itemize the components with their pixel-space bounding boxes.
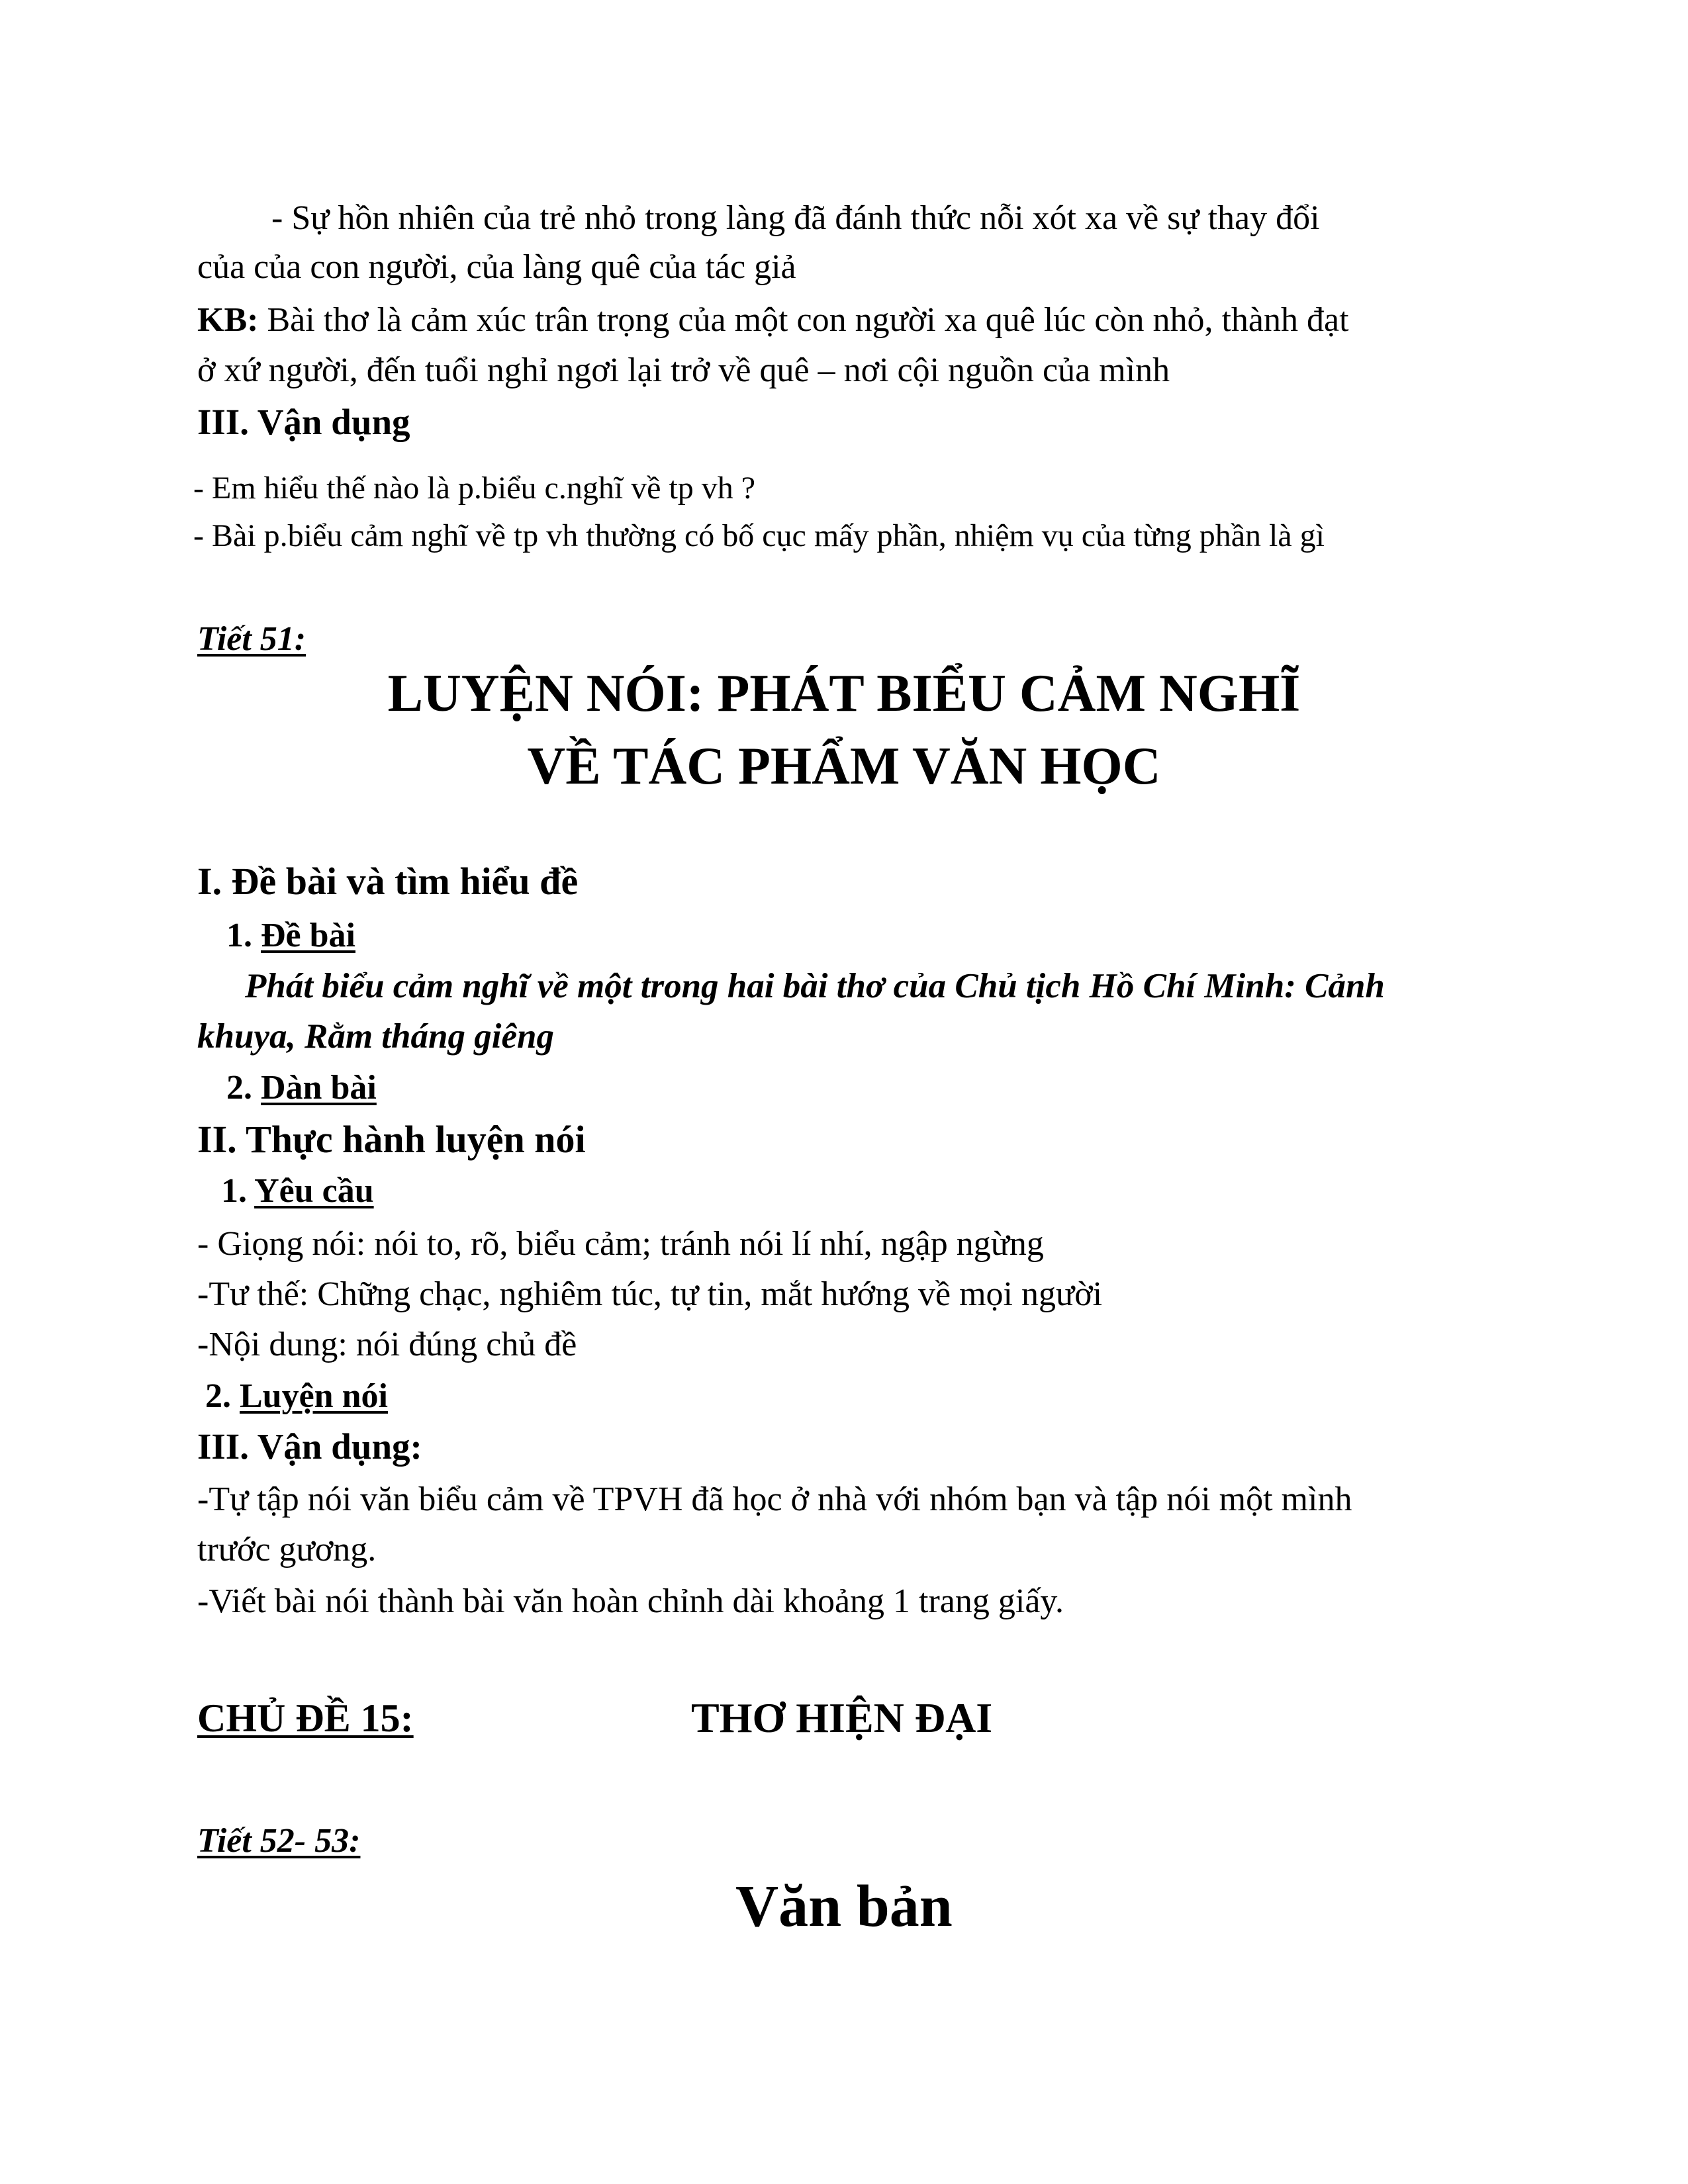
text-line: -Nội dung: nói đúng chủ đề: [197, 1326, 577, 1363]
text-line: trước gương.: [197, 1531, 377, 1569]
sub-item-label: Luyện nói: [240, 1377, 388, 1415]
lesson-label: Tiết 52- 53:: [197, 1822, 361, 1860]
text-line: -Tự tập nói văn biểu cảm về TPVH đã học ở nhà với nhóm bạn và tập nói một mình: [197, 1480, 1352, 1518]
sub-item: [221, 1170, 374, 1212]
prompt-line: khuya, Rằm tháng giêng: [197, 1017, 554, 1056]
kb-text: Bài thơ là cảm xúc trân trọng của một con người xa quê lúc còn nhỏ, thành đạt: [258, 301, 1349, 339]
text-line: - Giọng nói: nói to, rõ, biểu cảm; tránh nói lí nhí, ngập ngừng: [197, 1225, 1044, 1263]
question-line: - Bài p.biểu cảm nghĩ về tp vh thường có bố cục mấy phần, nhiệm vụ của từng phần là gì: [193, 518, 1325, 553]
section-heading: I. Đề bài và tìm hiểu đề: [197, 860, 579, 903]
sub-item: [226, 915, 355, 957]
text-line: của của con người, của làng quê của tác giả: [197, 248, 796, 286]
section-heading: II. Thực hành luyện nói: [197, 1118, 586, 1161]
sub-item-label: Dàn bài: [261, 1069, 377, 1107]
text-line: - Sự hồn nhiên của trẻ nhỏ trong làng đã đánh thức nỗi xót xa về sự thay đổi: [271, 199, 1320, 237]
sub-item-label: Yêu cầu: [254, 1172, 374, 1210]
sub-item: [205, 1375, 388, 1418]
kb-label: KB:: [197, 301, 259, 339]
sub-item-number: 1.: [221, 1172, 255, 1210]
text-line: ở xứ người, đến tuổi nghỉ ngơi lại trở về quê – nơi cội nguồn của mình: [197, 351, 1170, 389]
text-line: -Viết bài nói thành bài văn hoàn chỉnh dài khoảng 1 trang giấy.: [197, 1582, 1064, 1620]
sub-item-label: Đề bài: [261, 917, 355, 954]
text-line: -Tư thế: Chững chạc, nghiêm túc, tự tin, mắt hướng về mọi người: [197, 1275, 1103, 1313]
sub-item-number: 2.: [205, 1377, 240, 1415]
lesson-title-line-1: LUYỆN NÓI: PHÁT BIỂU CẢM NGHĨ: [387, 664, 1301, 723]
kb-paragraph: [197, 299, 1349, 341]
lesson-title-line-2: VỀ TÁC PHẨM VĂN HỌC: [527, 737, 1161, 796]
section-heading: III. Vận dụng:: [197, 1426, 422, 1467]
topic-title: THƠ HIỆN ĐẠI: [691, 1694, 993, 1741]
lesson-title: Văn bản: [735, 1874, 953, 1939]
lesson-label: Tiết 51:: [197, 620, 306, 658]
prompt-line: Phát biểu cảm nghĩ về một trong hai bài thơ của Chủ tịch Hồ Chí Minh: Cảnh: [245, 967, 1385, 1005]
question-line: - Em hiểu thế nào là p.biểu c.nghĩ về tp vh ?: [193, 471, 756, 506]
section-heading: III. Vận dụng: [197, 402, 410, 442]
sub-item: [226, 1067, 377, 1109]
sub-item-number: 1.: [226, 917, 261, 954]
topic-label: CHỦ ĐỀ 15:: [197, 1696, 414, 1740]
sub-item-number: 2.: [226, 1069, 261, 1107]
